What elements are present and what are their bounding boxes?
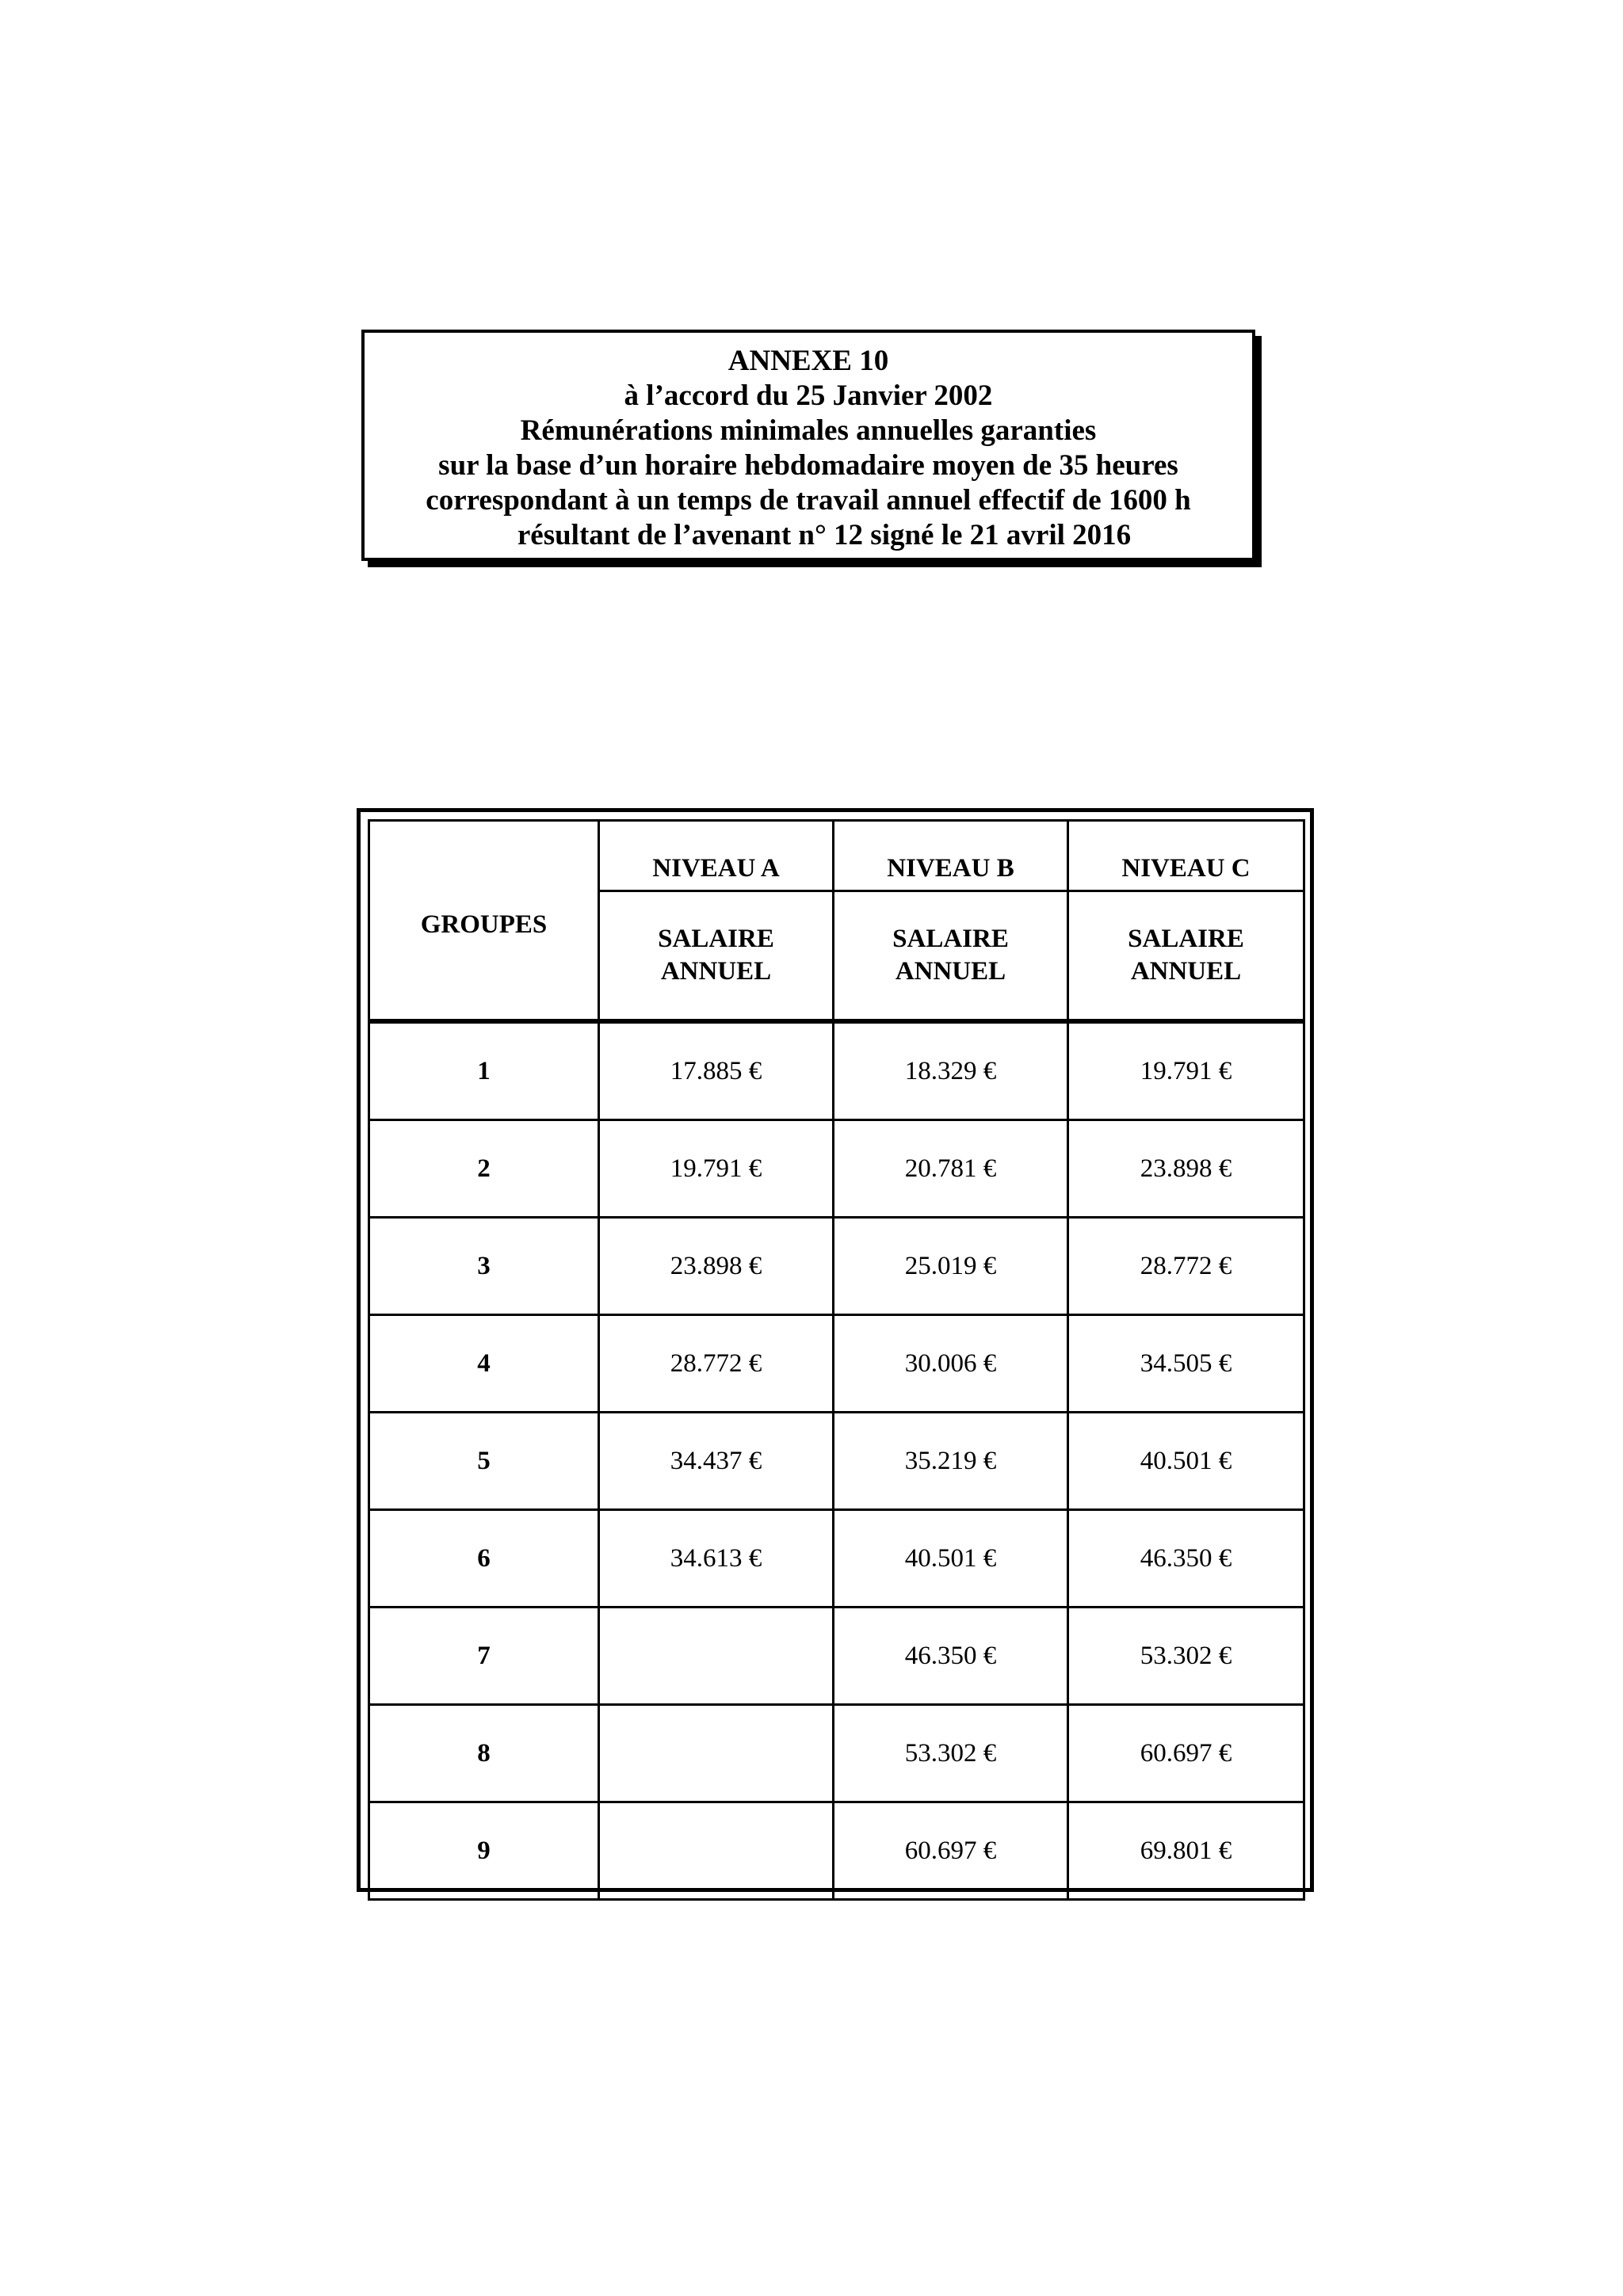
- salary-niveau-a: [599, 1705, 834, 1802]
- annuel-label: ANNUEL: [1130, 957, 1242, 986]
- group-number: 1: [369, 1021, 599, 1120]
- table-row: [369, 1218, 1304, 1315]
- salary-table: [368, 819, 1305, 1901]
- salary-niveau-c: 46.350 €: [1068, 1510, 1304, 1608]
- table-row: [369, 1120, 1304, 1218]
- group-number: 8: [369, 1705, 599, 1802]
- group-number: 5: [369, 1413, 599, 1510]
- salary-niveau-b: 30.006 €: [834, 1315, 1068, 1413]
- group-number: 7: [369, 1608, 599, 1705]
- niveau-b-header: NIVEAU B: [834, 821, 1068, 891]
- salary-niveau-a: 19.791 €: [599, 1120, 834, 1218]
- doc-basis: sur la base d’un horaire hebdomadaire moyen de 35 heures: [438, 449, 1178, 482]
- salary-niveau-b: 53.302 €: [834, 1705, 1068, 1802]
- salary-niveau-b: 20.781 €: [834, 1120, 1068, 1218]
- group-number: 4: [369, 1315, 599, 1413]
- salaire-annuel-a: [599, 891, 834, 1022]
- salary-niveau-b: 60.697 €: [834, 1802, 1068, 1900]
- salary-niveau-a: 23.898 €: [599, 1218, 834, 1315]
- table-row: [369, 1608, 1304, 1705]
- salary-niveau-b: 18.329 €: [834, 1021, 1068, 1120]
- groupes-header: GROUPES: [369, 821, 599, 1022]
- salary-niveau-b: 40.501 €: [834, 1510, 1068, 1608]
- salary-niveau-c: 34.505 €: [1068, 1315, 1304, 1413]
- annex-title: ANNEXE 10: [727, 345, 889, 377]
- salary-niveau-c: 53.302 €: [1068, 1608, 1304, 1705]
- salary-niveau-b: 35.219 €: [834, 1413, 1068, 1510]
- salary-niveau-a: [599, 1608, 834, 1705]
- group-number: 9: [369, 1802, 599, 1900]
- table-row: [369, 1413, 1304, 1510]
- salary-niveau-a: 34.613 €: [599, 1510, 834, 1608]
- salary-niveau-c: 23.898 €: [1068, 1120, 1304, 1218]
- doc-amendment: résultant de l’avenant n° 12 signé le 21 avril 2016: [517, 519, 1132, 551]
- salaire-annuel-b: [834, 891, 1068, 1022]
- group-number: 3: [369, 1218, 599, 1315]
- salaire-label: SALAIRE: [1128, 925, 1244, 953]
- group-number: 6: [369, 1510, 599, 1608]
- salary-niveau-a: 17.885 €: [599, 1021, 834, 1120]
- table-row: [369, 1705, 1304, 1802]
- salary-niveau-a: [599, 1802, 834, 1900]
- table-row: [369, 1315, 1304, 1413]
- salary-niveau-c: 28.772 €: [1068, 1218, 1304, 1315]
- doc-hours: correspondant à un temps de travail annuel effectif de 1600 h: [426, 484, 1191, 517]
- salary-table-container: [368, 819, 1303, 1881]
- niveau-a-header: NIVEAU A: [599, 821, 834, 891]
- table-row: [369, 1802, 1304, 1900]
- doc-subject: Rémunérations minimales annuelles garanties: [520, 414, 1097, 447]
- salary-niveau-c: 69.801 €: [1068, 1802, 1304, 1900]
- salary-niveau-b: 46.350 €: [834, 1608, 1068, 1705]
- table-row: [369, 1021, 1304, 1120]
- annuel-label: ANNUEL: [895, 957, 1006, 986]
- table-row: [369, 1510, 1304, 1608]
- salaire-annuel-c: [1068, 891, 1304, 1022]
- salary-niveau-c: 19.791 €: [1068, 1021, 1304, 1120]
- salary-niveau-a: 34.437 €: [599, 1413, 834, 1510]
- title-box: [361, 330, 1255, 561]
- niveau-c-header: NIVEAU C: [1068, 821, 1304, 891]
- salaire-label: SALAIRE: [658, 925, 774, 953]
- salary-niveau-b: 25.019 €: [834, 1218, 1068, 1315]
- agreement-date: à l’accord du 25 Janvier 2002: [624, 379, 993, 412]
- annuel-label: ANNUEL: [660, 957, 772, 986]
- salary-niveau-c: 60.697 €: [1068, 1705, 1304, 1802]
- salary-niveau-a: 28.772 €: [599, 1315, 834, 1413]
- salary-niveau-c: 40.501 €: [1068, 1413, 1304, 1510]
- group-number: 2: [369, 1120, 599, 1218]
- salaire-label: SALAIRE: [892, 925, 1009, 953]
